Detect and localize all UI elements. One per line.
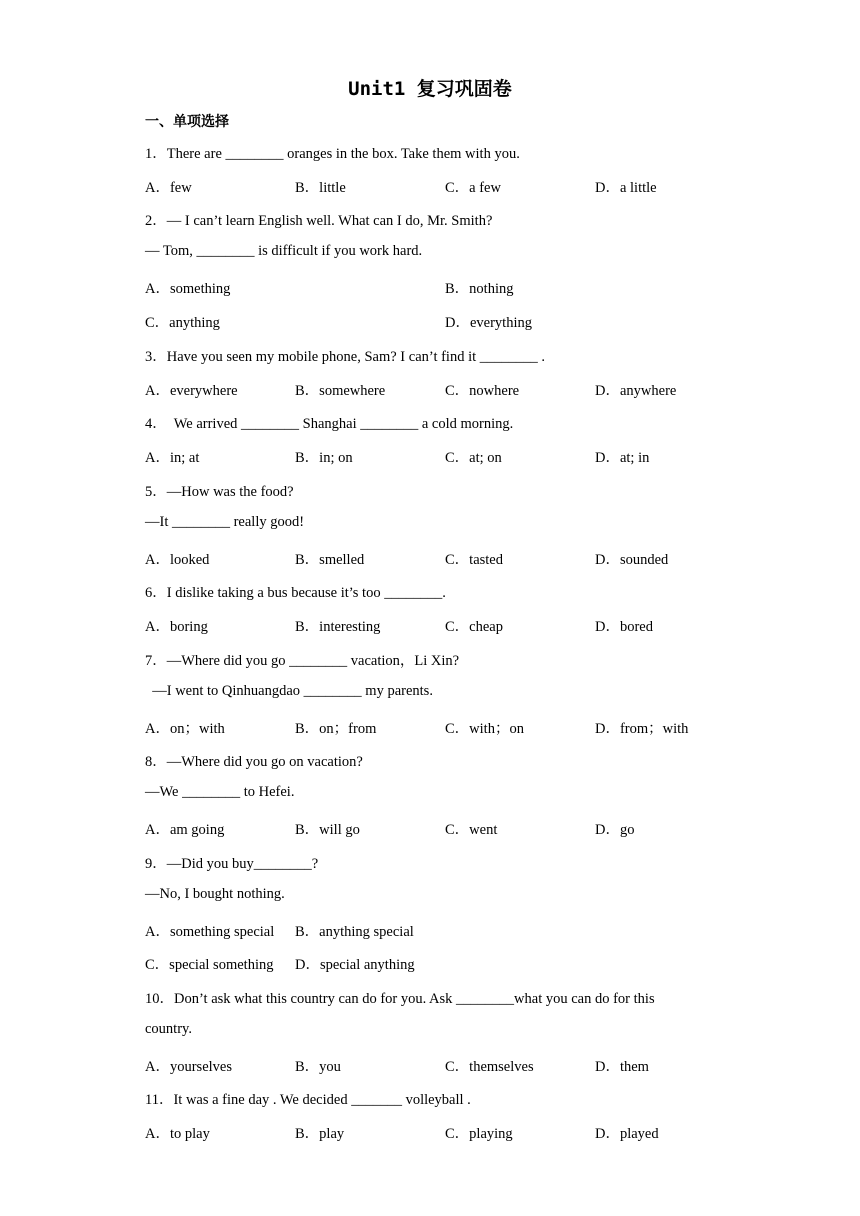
question-5-option-c: C．tasted <box>445 552 503 568</box>
question-7-stem-line-2: —I went to Qinhuangdao ________ my parents. <box>145 683 433 699</box>
question-7-stem: 7．—Where did you go ________ vacation，Li Xin? <box>145 653 460 669</box>
question-7-option-a: A．on；with <box>145 721 225 737</box>
question-10-option-d: D．them <box>595 1059 649 1075</box>
question-7-option-c: C．with；on <box>445 721 524 737</box>
question-10-option-b: B．you <box>295 1059 341 1075</box>
question-11-option-c: C．playing <box>445 1126 513 1142</box>
question-8-option-d: D．go <box>595 822 635 838</box>
question-9-stem-line-2: —No, I bought nothing. <box>145 886 285 902</box>
question-9-option-b: B．anything special <box>295 924 414 940</box>
question-11-option-d: D．played <box>595 1126 659 1142</box>
question-8-stem-line-2: —We ________ to Hefei. <box>145 784 295 800</box>
question-5-stem-line-2: —It ________ really good! <box>145 514 305 530</box>
question-11-option-b: B．play <box>295 1126 345 1142</box>
question-4-option-d: D．at; in <box>595 450 650 466</box>
question-6-option-b: B．interesting <box>295 619 381 635</box>
question-6-option-d: D．bored <box>595 619 653 635</box>
question-2-option-d: D．everything <box>445 315 532 331</box>
question-1-option-d: D．a little <box>595 180 657 196</box>
question-8-stem: 8．—Where did you go on vacation? <box>145 754 363 770</box>
question-8-option-b: B．will go <box>295 822 360 838</box>
question-4-option-c: C．at; on <box>445 450 502 466</box>
question-6-option-a: A．boring <box>145 619 208 635</box>
question-2-option-a: A．something <box>145 281 231 297</box>
question-3-option-a: A．everywhere <box>145 383 238 399</box>
question-3-stem: 3．Have you seen my mobile phone, Sam? I can’t find it ________ . <box>145 349 546 365</box>
page-title: Unit1 复习巩固卷 <box>348 78 512 100</box>
question-6-stem: 6．I dislike taking a bus because it’s too ________. <box>145 585 446 601</box>
question-5-option-a: A．looked <box>145 552 210 568</box>
question-3-option-d: D．anywhere <box>595 383 677 399</box>
question-1-option-b: B．little <box>295 180 346 196</box>
question-10-option-a: A．yourselves <box>145 1059 232 1075</box>
question-3-option-c: C．nowhere <box>445 383 520 399</box>
question-1-stem: 1．There are ________ oranges in the box. Take them with you. <box>145 146 520 162</box>
question-6-option-c: C．cheap <box>445 619 503 635</box>
question-9-stem: 9．—Did you buy________? <box>145 856 319 872</box>
question-10-stem: 10．Don’t ask what this country can do for you. Ask ________what you can do for this <box>145 991 655 1007</box>
question-5-option-b: B．smelled <box>295 552 365 568</box>
question-9-option-a: A．something special <box>145 924 275 940</box>
question-2-option-c: C．anything <box>145 315 220 331</box>
question-4-stem: 4． We arrived ________ Shanghai ________ a cold morning. <box>145 416 514 432</box>
question-1-option-a: A．few <box>145 180 192 196</box>
question-8-option-a: A．am going <box>145 822 225 838</box>
question-9-option-d: D．special anything <box>295 957 415 973</box>
question-11-stem: 11．It was a fine day . We decided _______ volleyball . <box>145 1092 471 1108</box>
question-11-option-a: A．to play <box>145 1126 210 1142</box>
question-5-option-d: D．sounded <box>595 552 669 568</box>
section-heading: 一、单项选择 <box>145 114 229 130</box>
question-1-option-c: C．a few <box>445 180 501 196</box>
question-7-option-b: B．on；from <box>295 721 377 737</box>
question-10-stem-line-2: country. <box>145 1021 192 1037</box>
question-3-option-b: B．somewhere <box>295 383 386 399</box>
question-5-stem: 5．—How was the food? <box>145 484 294 500</box>
question-2-stem: 2．— I can’t learn English well. What can I do, Mr. Smith? <box>145 213 493 229</box>
question-7-option-d: D．from；with <box>595 721 689 737</box>
question-2-option-b: B．nothing <box>445 281 514 297</box>
question-9-option-c: C．special something <box>145 957 274 973</box>
question-4-option-b: B．in; on <box>295 450 353 466</box>
question-10-option-c: C．themselves <box>445 1059 534 1075</box>
question-2-stem-line-2: — Tom, ________ is difficult if you work hard. <box>145 243 423 259</box>
question-8-option-c: C．went <box>445 822 498 838</box>
question-4-option-a: A．in; at <box>145 450 200 466</box>
